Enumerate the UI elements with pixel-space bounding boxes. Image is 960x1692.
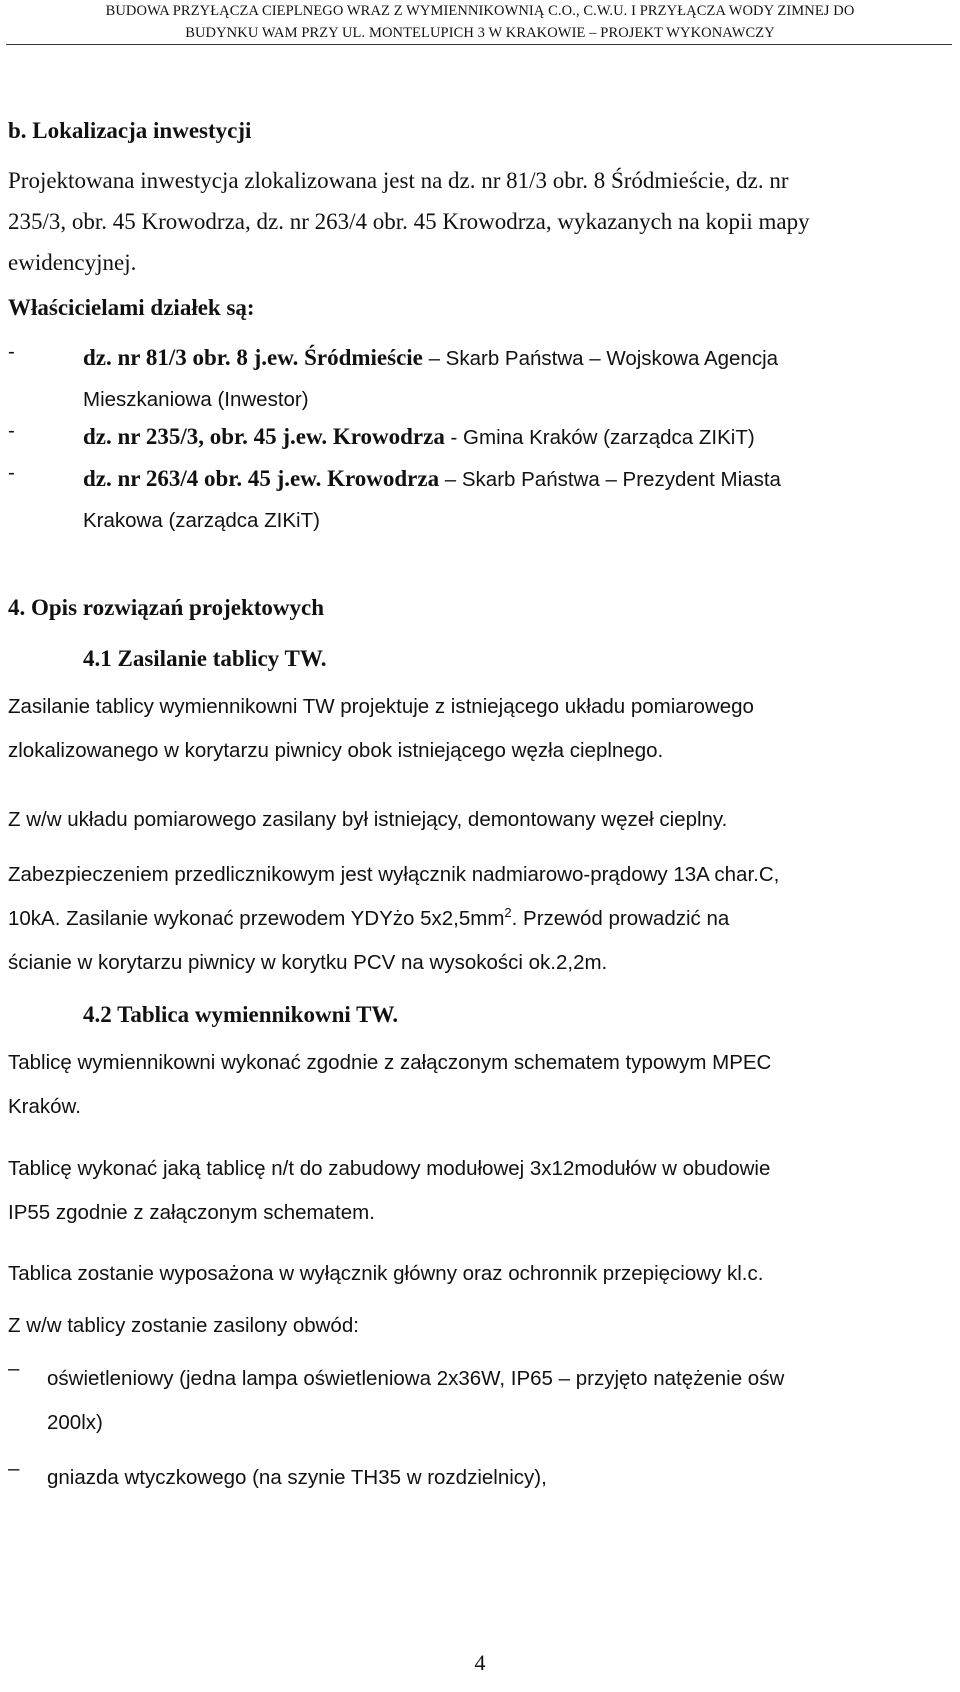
- circuit-1-line-1: oświetleniowy (jedna lampa oświetleniowa 2x36W, IP65 – przyjęto natężenie ośw: [47, 1367, 785, 1390]
- owner-item-1: [83, 337, 952, 420]
- header-divider: [6, 44, 952, 45]
- header-line-1: BUDOWA PRZYŁĄCZA CIEPLNEGO WRAZ Z WYMIENNIKOWNIĄ C.O., C.W.U. I PRZYŁĄCZA WODY ZIMNEJ DO: [105, 3, 855, 19]
- owner-1-owner: – Skarb Państwa – Wojskowa Agencja: [422, 347, 779, 370]
- section-4-heading: 4. Opis rozwiązań projektowych: [8, 595, 325, 620]
- document-header: [0, 0, 960, 44]
- location-paragraph: [8, 160, 952, 283]
- s42-p2-line-2: IP55 zgodnie z załączonym schematem.: [8, 1201, 375, 1224]
- s41-p3-line-2a: 10kA. Zasilanie wykonać przewodem YDYżo 5x2,5mm: [8, 907, 505, 930]
- section-4-2-heading: 4.2 Tablica wymiennikowni TW.: [83, 1002, 399, 1027]
- section-4-1-paragraph-3: [8, 853, 952, 985]
- s41-p3-superscript: 2: [504, 905, 512, 921]
- owner-1-continuation: Mieszkaniowa (Inwestor): [83, 388, 309, 411]
- owner-item-3: [83, 458, 952, 541]
- s41-p3-line-2b: . Przewód prowadzić na: [511, 907, 730, 930]
- owner-2-parcel: dz. nr 235/3, obr. 45 j.ew. Krowodrza: [83, 424, 445, 449]
- owner-1-parcel: dz. nr 81/3 obr. 8 j.ew. Śródmieście: [83, 345, 423, 370]
- circuit-item-1: [47, 1357, 952, 1445]
- owner-3-parcel: dz. nr 263/4 obr. 45 j.ew. Krowodrza: [83, 466, 440, 491]
- location-line-1: Projektowana inwestycja zlokalizowana jest na dz. nr 81/3 obr. 8 Śródmieście, dz. nr: [8, 168, 789, 193]
- section-4-2-paragraph-1: [8, 1041, 952, 1129]
- page-number: 4: [474, 1650, 486, 1675]
- s42-p2-line-1: Tablicę wykonać jaką tablicę n/t do zabudowy modułowej 3x12modułów w obudowie: [8, 1157, 771, 1180]
- owner-item-2: [83, 416, 952, 458]
- owner-3-continuation: Krakowa (zarządca ZIKiT): [83, 509, 320, 532]
- location-line-2: 235/3, obr. 45 Krowodrza, dz. nr 263/4 obr. 45 Krowodrza, wykazanych na kopii mapy: [8, 209, 810, 234]
- section-4-1-heading: 4.1 Zasilanie tablicy TW.: [83, 646, 327, 671]
- section-4-2-paragraph-3: Tablica zostanie wyposażona w wyłącznik główny oraz ochronnik przepięciowy kl.c.: [8, 1262, 764, 1285]
- s41-p1-line-2: zlokalizowanego w korytarzu piwnicy obok istniejącego węzła cieplnego.: [8, 739, 664, 762]
- owner-2-owner: - Gmina Kraków (zarządca ZIKiT): [444, 426, 755, 449]
- circuit-2-dash: –: [8, 1457, 20, 1480]
- s41-p3-line-1: Zabezpieczeniem przedlicznikowym jest wyłącznik nadmiarowo-prądowy 13A char.C,: [8, 863, 780, 886]
- s41-p1-line-1: Zasilanie tablicy wymiennikowni TW projektuje z istniejącego układu pomiarowego: [8, 695, 754, 718]
- owners-heading: Właścicielami działek są:: [8, 295, 255, 320]
- circuit-1-line-2: 200lx): [47, 1411, 103, 1434]
- circuit-2-line-1: gniazda wtyczkowego (na szynie TH35 w rozdzielnicy),: [47, 1466, 547, 1489]
- owner-3-owner: – Skarb Państwa – Prezydent Miasta: [439, 468, 781, 491]
- section-4-1-paragraph-2: Z w/w układu pomiarowego zasilany był istniejący, demontowany węzeł cieplny.: [8, 808, 728, 831]
- section-4-1-paragraph-1: [8, 685, 952, 773]
- s41-p3-line-3: ścianie w korytarzu piwnicy w korytku PCV na wysokości ok.2,2m.: [8, 951, 608, 974]
- s42-p1-line-1: Tablicę wymiennikowni wykonać zgodnie z załączonym schematem typowym MPEC: [8, 1051, 772, 1074]
- circuit-1-dash: –: [8, 1357, 20, 1380]
- location-line-3: ewidencyjnej.: [8, 250, 137, 275]
- owner-3-dash: -: [8, 461, 15, 484]
- header-line-2: BUDYNKU WAM PRZY UL. MONTELUPICH 3 W KRAKOWIE – PROJEKT WYKONAWCZY: [185, 25, 775, 41]
- s42-p1-line-2: Kraków.: [8, 1095, 81, 1118]
- section-4-2-paragraph-4: Z w/w tablicy zostanie zasilony obwód:: [8, 1314, 359, 1337]
- section-4-2-paragraph-2: [8, 1147, 952, 1235]
- location-heading: b. Lokalizacja inwestycji: [8, 118, 252, 143]
- circuit-item-2: [47, 1457, 952, 1498]
- owner-2-dash: -: [8, 419, 15, 442]
- owner-1-dash: -: [8, 340, 15, 363]
